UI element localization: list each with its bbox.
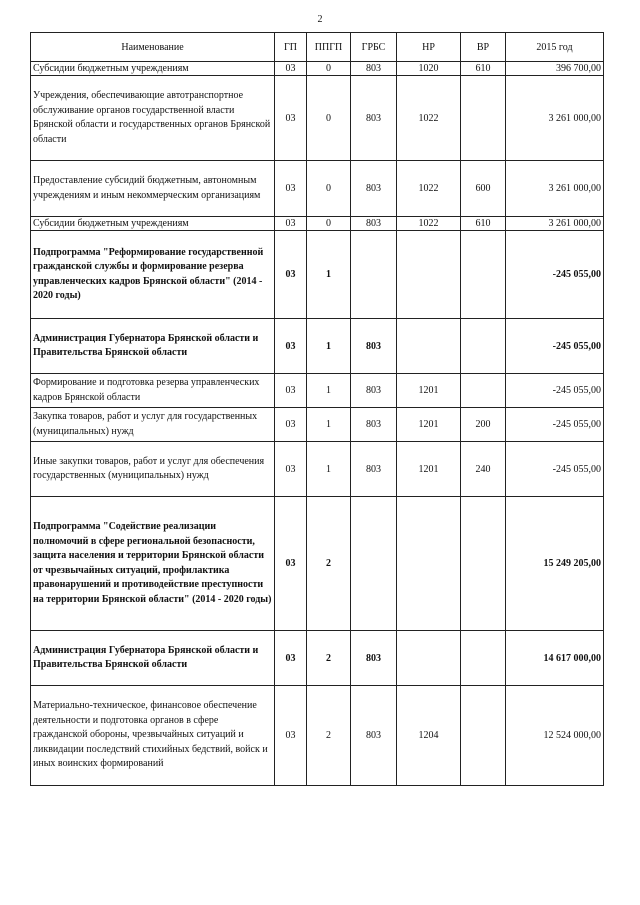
table-row — [31, 686, 604, 786]
table-row — [31, 319, 604, 374]
row-gp: 03 — [275, 76, 307, 161]
row-ppgp: 1 — [307, 374, 351, 408]
row-nr: 1022 — [397, 217, 461, 231]
table-row — [31, 62, 604, 76]
row-ppgp: 2 — [307, 631, 351, 686]
row-nr — [397, 319, 461, 374]
table-row — [31, 408, 604, 442]
row-vr: 200 — [461, 408, 506, 442]
table-row — [31, 217, 604, 231]
row-vr: 240 — [461, 442, 506, 497]
table-row — [31, 631, 604, 686]
row-gp: 03 — [275, 217, 307, 231]
row-grbs: 803 — [351, 686, 397, 786]
row-amount: -245 055,00 — [506, 374, 604, 408]
row-nr — [397, 631, 461, 686]
row-gp: 03 — [275, 442, 307, 497]
row-amount: 12 524 000,00 — [506, 686, 604, 786]
row-name: Администрация Губернатора Брянской области и Правительства Брянской области — [31, 631, 275, 686]
header-row — [31, 33, 604, 62]
row-amount: 15 249 205,00 — [506, 497, 604, 631]
row-ppgp: 0 — [307, 217, 351, 231]
row-ppgp: 2 — [307, 686, 351, 786]
header-grbs: ГРБС — [351, 33, 397, 62]
row-grbs — [351, 231, 397, 319]
page-number: 2 — [317, 14, 323, 25]
row-gp: 03 — [275, 319, 307, 374]
row-vr — [461, 497, 506, 631]
header-nr: НР — [397, 33, 461, 62]
header-ppgp: ППГП — [307, 33, 351, 62]
row-grbs: 803 — [351, 62, 397, 76]
table-row — [31, 161, 604, 217]
row-nr: 1022 — [397, 161, 461, 217]
row-gp: 03 — [275, 374, 307, 408]
row-nr: 1201 — [397, 408, 461, 442]
row-ppgp: 1 — [307, 319, 351, 374]
row-vr: 610 — [461, 62, 506, 76]
row-vr: 600 — [461, 161, 506, 217]
row-name: Материально-техническое, финансовое обеспечение деятельности и подготовка органов в сфере гражданской обороны, чрезвычайных ситуаций и ликвидации последствий стихийных бедствий, войск и иных воинских формирований — [31, 686, 275, 786]
header-name: Наименование — [31, 33, 275, 62]
row-gp: 03 — [275, 631, 307, 686]
row-ppgp: 0 — [307, 62, 351, 76]
table-row — [31, 76, 604, 161]
row-grbs — [351, 497, 397, 631]
row-grbs: 803 — [351, 442, 397, 497]
header-gp: ГП — [275, 33, 307, 62]
row-grbs: 803 — [351, 374, 397, 408]
row-nr — [397, 497, 461, 631]
row-name: Предоставление субсидий бюджетным, автономным учреждениям и иным некоммерческим организациям — [31, 161, 275, 217]
row-vr: 610 — [461, 217, 506, 231]
row-ppgp: 1 — [307, 442, 351, 497]
header-vr: ВР — [461, 33, 506, 62]
row-name: Учреждения, обеспечивающие автотранспортное обслуживание органов государственной власти Брянской области и государственных органов Брянской области — [31, 76, 275, 161]
row-amount: -245 055,00 — [506, 231, 604, 319]
row-grbs: 803 — [351, 161, 397, 217]
row-gp: 03 — [275, 686, 307, 786]
row-nr: 1201 — [397, 374, 461, 408]
row-name: Администрация Губернатора Брянской области и Правительства Брянской области — [31, 319, 275, 374]
row-vr — [461, 319, 506, 374]
row-grbs: 803 — [351, 217, 397, 231]
row-ppgp: 0 — [307, 76, 351, 161]
row-gp: 03 — [275, 231, 307, 319]
header-year: 2015 год — [506, 33, 604, 62]
row-amount: 3 261 000,00 — [506, 76, 604, 161]
row-amount: -245 055,00 — [506, 442, 604, 497]
row-vr — [461, 631, 506, 686]
table-row — [31, 442, 604, 497]
row-name: Субсидии бюджетным учреждениям — [31, 217, 275, 231]
row-nr: 1204 — [397, 686, 461, 786]
row-amount: 3 261 000,00 — [506, 217, 604, 231]
row-vr — [461, 374, 506, 408]
row-amount: -245 055,00 — [506, 408, 604, 442]
row-nr: 1201 — [397, 442, 461, 497]
row-name: Подпрограмма "Содействие реализации полномочий в сфере региональной безопасности, защита населения и территории Брянской области от чрезвычайных ситуаций, профилактика правонарушений и противодействие преступности на территории Брянской области" (2014 - 2020 годы) — [31, 497, 275, 631]
row-gp: 03 — [275, 497, 307, 631]
row-amount: 396 700,00 — [506, 62, 604, 76]
row-amount: 14 617 000,00 — [506, 631, 604, 686]
row-nr — [397, 231, 461, 319]
row-vr — [461, 686, 506, 786]
table-row — [31, 231, 604, 319]
row-grbs: 803 — [351, 76, 397, 161]
row-name: Формирование и подготовка резерва управленческих кадров Брянской области — [31, 374, 275, 408]
row-ppgp: 1 — [307, 231, 351, 319]
row-vr — [461, 231, 506, 319]
row-grbs: 803 — [351, 408, 397, 442]
row-name: Иные закупки товаров, работ и услуг для обеспечения государственных (муниципальных) нужд — [31, 442, 275, 497]
row-grbs: 803 — [351, 631, 397, 686]
row-nr: 1020 — [397, 62, 461, 76]
row-ppgp: 1 — [307, 408, 351, 442]
row-gp: 03 — [275, 161, 307, 217]
row-vr — [461, 76, 506, 161]
row-ppgp: 0 — [307, 161, 351, 217]
row-gp: 03 — [275, 408, 307, 442]
row-grbs: 803 — [351, 319, 397, 374]
row-gp: 03 — [275, 62, 307, 76]
row-name: Субсидии бюджетным учреждениям — [31, 62, 275, 76]
row-name: Подпрограмма "Реформирование государственной гражданской службы и формирование резерва управленческих кадров Брянской области" (2014 - 2020 годы) — [31, 231, 275, 319]
row-ppgp: 2 — [307, 497, 351, 631]
row-nr: 1022 — [397, 76, 461, 161]
table-row — [31, 497, 604, 631]
row-name: Закупка товаров, работ и услуг для государственных (муниципальных) нужд — [31, 408, 275, 442]
row-amount: 3 261 000,00 — [506, 161, 604, 217]
table-row — [31, 374, 604, 408]
budget-table — [30, 32, 604, 786]
row-amount: -245 055,00 — [506, 319, 604, 374]
